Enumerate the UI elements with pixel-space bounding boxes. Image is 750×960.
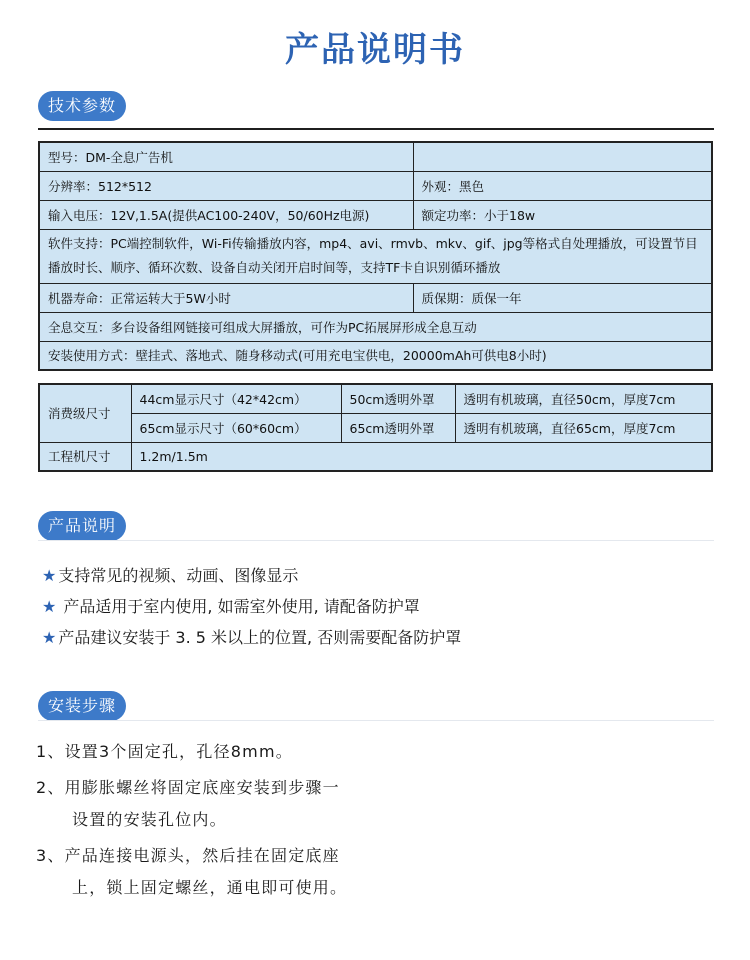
table-row — [39, 341, 712, 370]
star-icon: ★ — [42, 566, 57, 585]
list-item — [36, 840, 347, 904]
install-steps — [36, 736, 347, 904]
section-badge-specs: 技术参数 — [38, 91, 126, 121]
section-divider — [38, 540, 714, 541]
table-row — [39, 442, 712, 471]
spec-table — [38, 141, 713, 371]
engineering-size-value: 1.2m/1.5m — [131, 442, 712, 471]
step-text-continued: 设置的安装孔位内。 — [72, 810, 227, 829]
size-display-65: 65cm显示尺寸（60*60cm） — [131, 413, 341, 442]
step-text-continued: 上，锁上固定螺丝，通电即可使用。 — [72, 878, 348, 897]
star-icon: ★ — [42, 597, 57, 616]
spec-mounting: 安装使用方式：壁挂式、落地式、随身移动式(可用充电宝供电，20000mAh可供电8小时) — [39, 341, 712, 370]
table-row — [39, 200, 712, 229]
size-cover-65: 65cm透明外罩 — [341, 413, 455, 442]
spec-software: 软件支持：PC端控制软件，Wi-Fi传输播放内容，mp4、avi、rmvb、mkv、gif、jpg等格式自处理播放，可设置节目播放时长、顺序、循环次数、设备自动关闭开启时间等，支持TF卡自识别循环播放 — [39, 229, 712, 283]
spec-empty-cell — [413, 142, 712, 171]
step-number: 2、 — [36, 778, 65, 797]
list-item — [36, 772, 347, 836]
spec-resolution: 分辨率：512*512 — [39, 171, 413, 200]
table-row — [39, 384, 712, 413]
step-text: 产品连接电源头，然后挂在固定底座 — [64, 846, 340, 865]
section-badge-desc: 产品说明 — [38, 511, 126, 541]
spec-model: 型号：DM-全息广告机 — [39, 142, 413, 171]
page-title: 产品说明书 — [285, 30, 465, 70]
spec-voltage: 输入电压：12V,1.5A(提供AC100-240V，50/60Hz电源) — [39, 200, 413, 229]
step-text: 用膨胀螺丝将固定底座安装到步骤一 — [64, 778, 340, 797]
section-divider — [38, 128, 714, 130]
table-row — [39, 413, 712, 442]
table-row — [39, 142, 712, 171]
section-badge-install: 安装步骤 — [38, 691, 126, 721]
step-number: 3、 — [36, 846, 65, 865]
list-item: ★ 支持常见的视频、动画、图像显示 — [42, 566, 299, 585]
spec-appearance: 外观：黑色 — [413, 171, 712, 200]
list-item — [36, 736, 347, 768]
step-number: 1、 — [36, 742, 65, 761]
feature-list — [42, 560, 461, 653]
consumer-size-label: 消费级尺寸 — [39, 384, 131, 442]
size-glass-65: 透明有机玻璃，直径65cm，厚度7cm — [455, 413, 712, 442]
table-row — [39, 229, 712, 283]
table-row — [39, 171, 712, 200]
size-cover-50: 50cm透明外罩 — [341, 384, 455, 413]
size-glass-50: 透明有机玻璃，直径50cm，厚度7cm — [455, 384, 712, 413]
table-row — [39, 283, 712, 312]
spec-interaction: 全息交互：多台设备组网链接可组成大屏播放，可作为PC拓展屏形成全息互动 — [39, 312, 712, 341]
spec-power: 额定功率：小于18w — [413, 200, 712, 229]
spec-warranty: 质保期：质保一年 — [413, 283, 712, 312]
star-icon: ★ — [42, 628, 57, 647]
section-divider — [38, 720, 714, 721]
table-row — [39, 312, 712, 341]
size-table — [38, 383, 713, 472]
spec-lifetime: 机器寿命：正常运转大于5W小时 — [39, 283, 413, 312]
engineering-size-label: 工程机尺寸 — [39, 442, 131, 471]
step-text: 设置3个固定孔，孔径8mm。 — [64, 742, 293, 761]
size-display-44: 44cm显示尺寸（42*42cm） — [131, 384, 341, 413]
list-item: ★ 产品建议安装于 3. 5 米以上的位置, 否则需要配备防护罩 — [42, 628, 462, 647]
list-item: ★ 产品适用于室内使用, 如需室外使用, 请配备防护罩 — [42, 597, 420, 616]
